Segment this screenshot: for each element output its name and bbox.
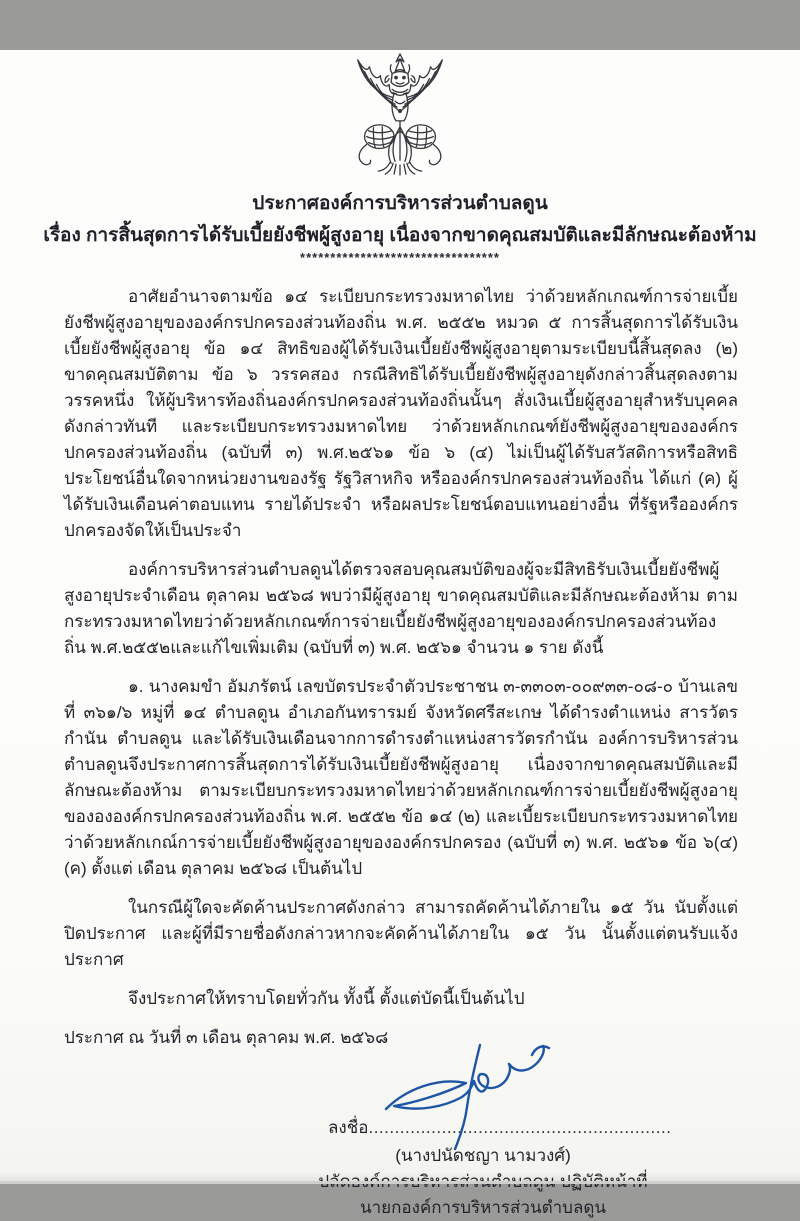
paragraph-person-detail: ๑. นางคมขำ อัมภรัตน์ เลขบัตรประจำตัวประชาชน ๓-๓๓๐๓-๐๐๙๓๓-๐๘-๐ บ้านเลขที่ ๓๖๑/๖ หมู่ที่ ๑๔ ตำบลดูน อำเภอกันทรารมย์ จังหวัดศรีสะเกษ ได้ดำรงตำแหน่ง สารวัตรกำนัน ตำบลดูน และได้รับเงินเดือนจากการดำรงตำแหน่งสารวัตรกำนัน องค์การบริหารส่วนตำบลดูนจึงประกาศการสิ้นสุดการได้รับเงินเบี้ยยังชีพผู้สูงอายุ เนื่องจากขาดคุณสมบัติและมีลักษณะต้องห้าม ตามระเบียบกระทรวงมหาดไทยว่าด้วยหลักเกณฑ์การจ่ายเบี้ยยังชีพผู้สูงอายุของององค์กรปกครองส่วนท้องถิ่น พ.ศ. ๒๕๕๒ ข้อ ๑๔ (๒) และเบี้ยระเบียบกระทรวงมหาดไทย ว่าด้วยหลักเกณ์การจ่ายเบี้ยยังชีพผู้สูงอายุขององค์กรปกครอง (ฉบับที่ ๓) พ.ศ. ๒๕๖๑ ข้อ ๖(๔) (ค) ตั้งแต่ เดือน ตุลาคม ๒๕๖๘ เป็นต้นไป <box>64 677 738 879</box>
sign-line <box>328 1115 672 1141</box>
signer-name: (นางปนัดชญา นามวงศ์) <box>395 1146 571 1166</box>
document-body <box>64 284 738 1051</box>
paragraph-legal-basis: อาศัยอำนาจตามข้อ ๑๔ ระเบียบกระทรวงมหาดไทย ว่าด้วยหลักเกณฑ์การจ่ายเบี้ยยังชีพผู้สูงอายุขององค์กรปกครองส่วนท้องถิ่น พ.ศ. ๒๕๕๒ หมวด ๕ การสิ้นสุดการได้รับเงินเบี้ยยังชีพผู้สูงอายุ ข้อ ๑๔ สิทธิของผู้ได้รับเงินเบี้ยยังชีพผู้สูงอายุตามระเบียบนี้สิ้นสุดลง (๒) ขาดคุณสมบัติตาม ข้อ ๖ วรรคสอง กรณีสิทธิได้รับเบี้ยยังชีพผู้สูงอายุดังกล่าวสิ้นสุดลงตามวรรคหนึ่ง ให้ผู้บริหารท้องถิ่นองค์กรปกครองส่วนท้องถิ่นนั้นๆ สั่งเงินเบี้ยผู้สูงอายุสำหรับบุคคลดังกล่าวทันที และระเบียบกระทรวงมหาดไทย ว่าด้วยหลักเกณฑ์ยังชีพผู้สูงอายุขององค์กรปกครองส่วนท้องถิ่น (ฉบับที่ ๓) พ.ศ.๒๕๖๑ ข้อ ๖ (๔) ไม่เป็นผู้ได้รับสวัสดิการหรือสิทธิประโยชน์อื่นใดจากหน่วยงานของรัฐ รัฐวิสาหกิจ หรือองค์กรปกครองส่วนท้องถิ่น ได้แก่ (ค) ผู้ได้รับเงินเดือนค่าตอบแทน รายได้ประจำ หรือผลประโยชน์ตอบแทนอย่างอื่น ที่รัฐหรือองค์กรปกครองจัดให้เป็นประจำ <box>64 287 738 541</box>
paragraph-inspection-result: องค์การบริหารส่วนตำบลดูนได้ตรวจสอบคุณสมบัติของผู้จะมีสิทธิรับเงินเบี้ยยังชีพผู้สูงอายุประจำเดือน ตุลาคม ๒๕๖๘ พบว่ามีผู้สูงอายุ ขาดคุณสมบัติและมีลักษณะต้องห้าม ตามกระทรวงมหาดไทยว่าด้วยหลักเกณฑ์การจ่ายเบี้ยยังชีพผู้สูงอายุขององค์กรปกครองส่วนท้องถิ่น พ.ศ.๒๕๕๒และแก้ไขเพิ่มเติม (ฉบับที่ ๓) พ.ศ. ๒๕๖๑ จำนวน ๑ ราย ดังนี้ <box>64 560 738 658</box>
scan-bottom-edge <box>0 1181 800 1184</box>
garuda-emblem-icon <box>340 50 460 178</box>
signature-block <box>328 1115 672 1221</box>
document-page <box>0 50 800 1218</box>
document-header <box>0 190 800 264</box>
signer-position-line2: นายกองค์การบริหารส่วนตำบลดูน <box>359 1198 607 1218</box>
asterisk-separator: ********************************* <box>300 250 500 266</box>
closing-statement: จึงประกาศให้ทราบโดยทั่วกัน ทั้งนี้ ตั้งแต่บัดนี้เป็นต้นไป <box>128 989 525 1009</box>
sign-label: ลงชื่อ <box>328 1118 369 1138</box>
announcement-date-line: ประกาศ ณ วันที่ ๓ เดือน ตุลาคม พ.ศ. ๒๕๖๘ <box>64 1028 389 1048</box>
subject-line: เรื่อง การสิ้นสุดการได้รับเบี้ยยังชีพผู้สูงอายุ เนื่องจากขาดคุณสมบัติและมีลักษณะต้องห้าม <box>43 224 757 246</box>
sign-dotted-line: .......................................................... <box>368 1118 672 1138</box>
page-title: ประกาศองค์การบริหารส่วนตำบลดูน <box>252 193 548 214</box>
paragraph-objection-period: ในกรณีผู้ใดจะคัดค้านประกาศดังกล่าว สามารถคัดค้านได้ภายใน ๑๕ วัน นับตั้งแต่ปิดประกาศ และผู้ที่มีรายชื่อดังกล่าวหากจะคัดค้านได้ภายใน ๑๕ วัน นั้นตั้งแต่ตนรับแจ้งประกาศ <box>64 898 738 970</box>
